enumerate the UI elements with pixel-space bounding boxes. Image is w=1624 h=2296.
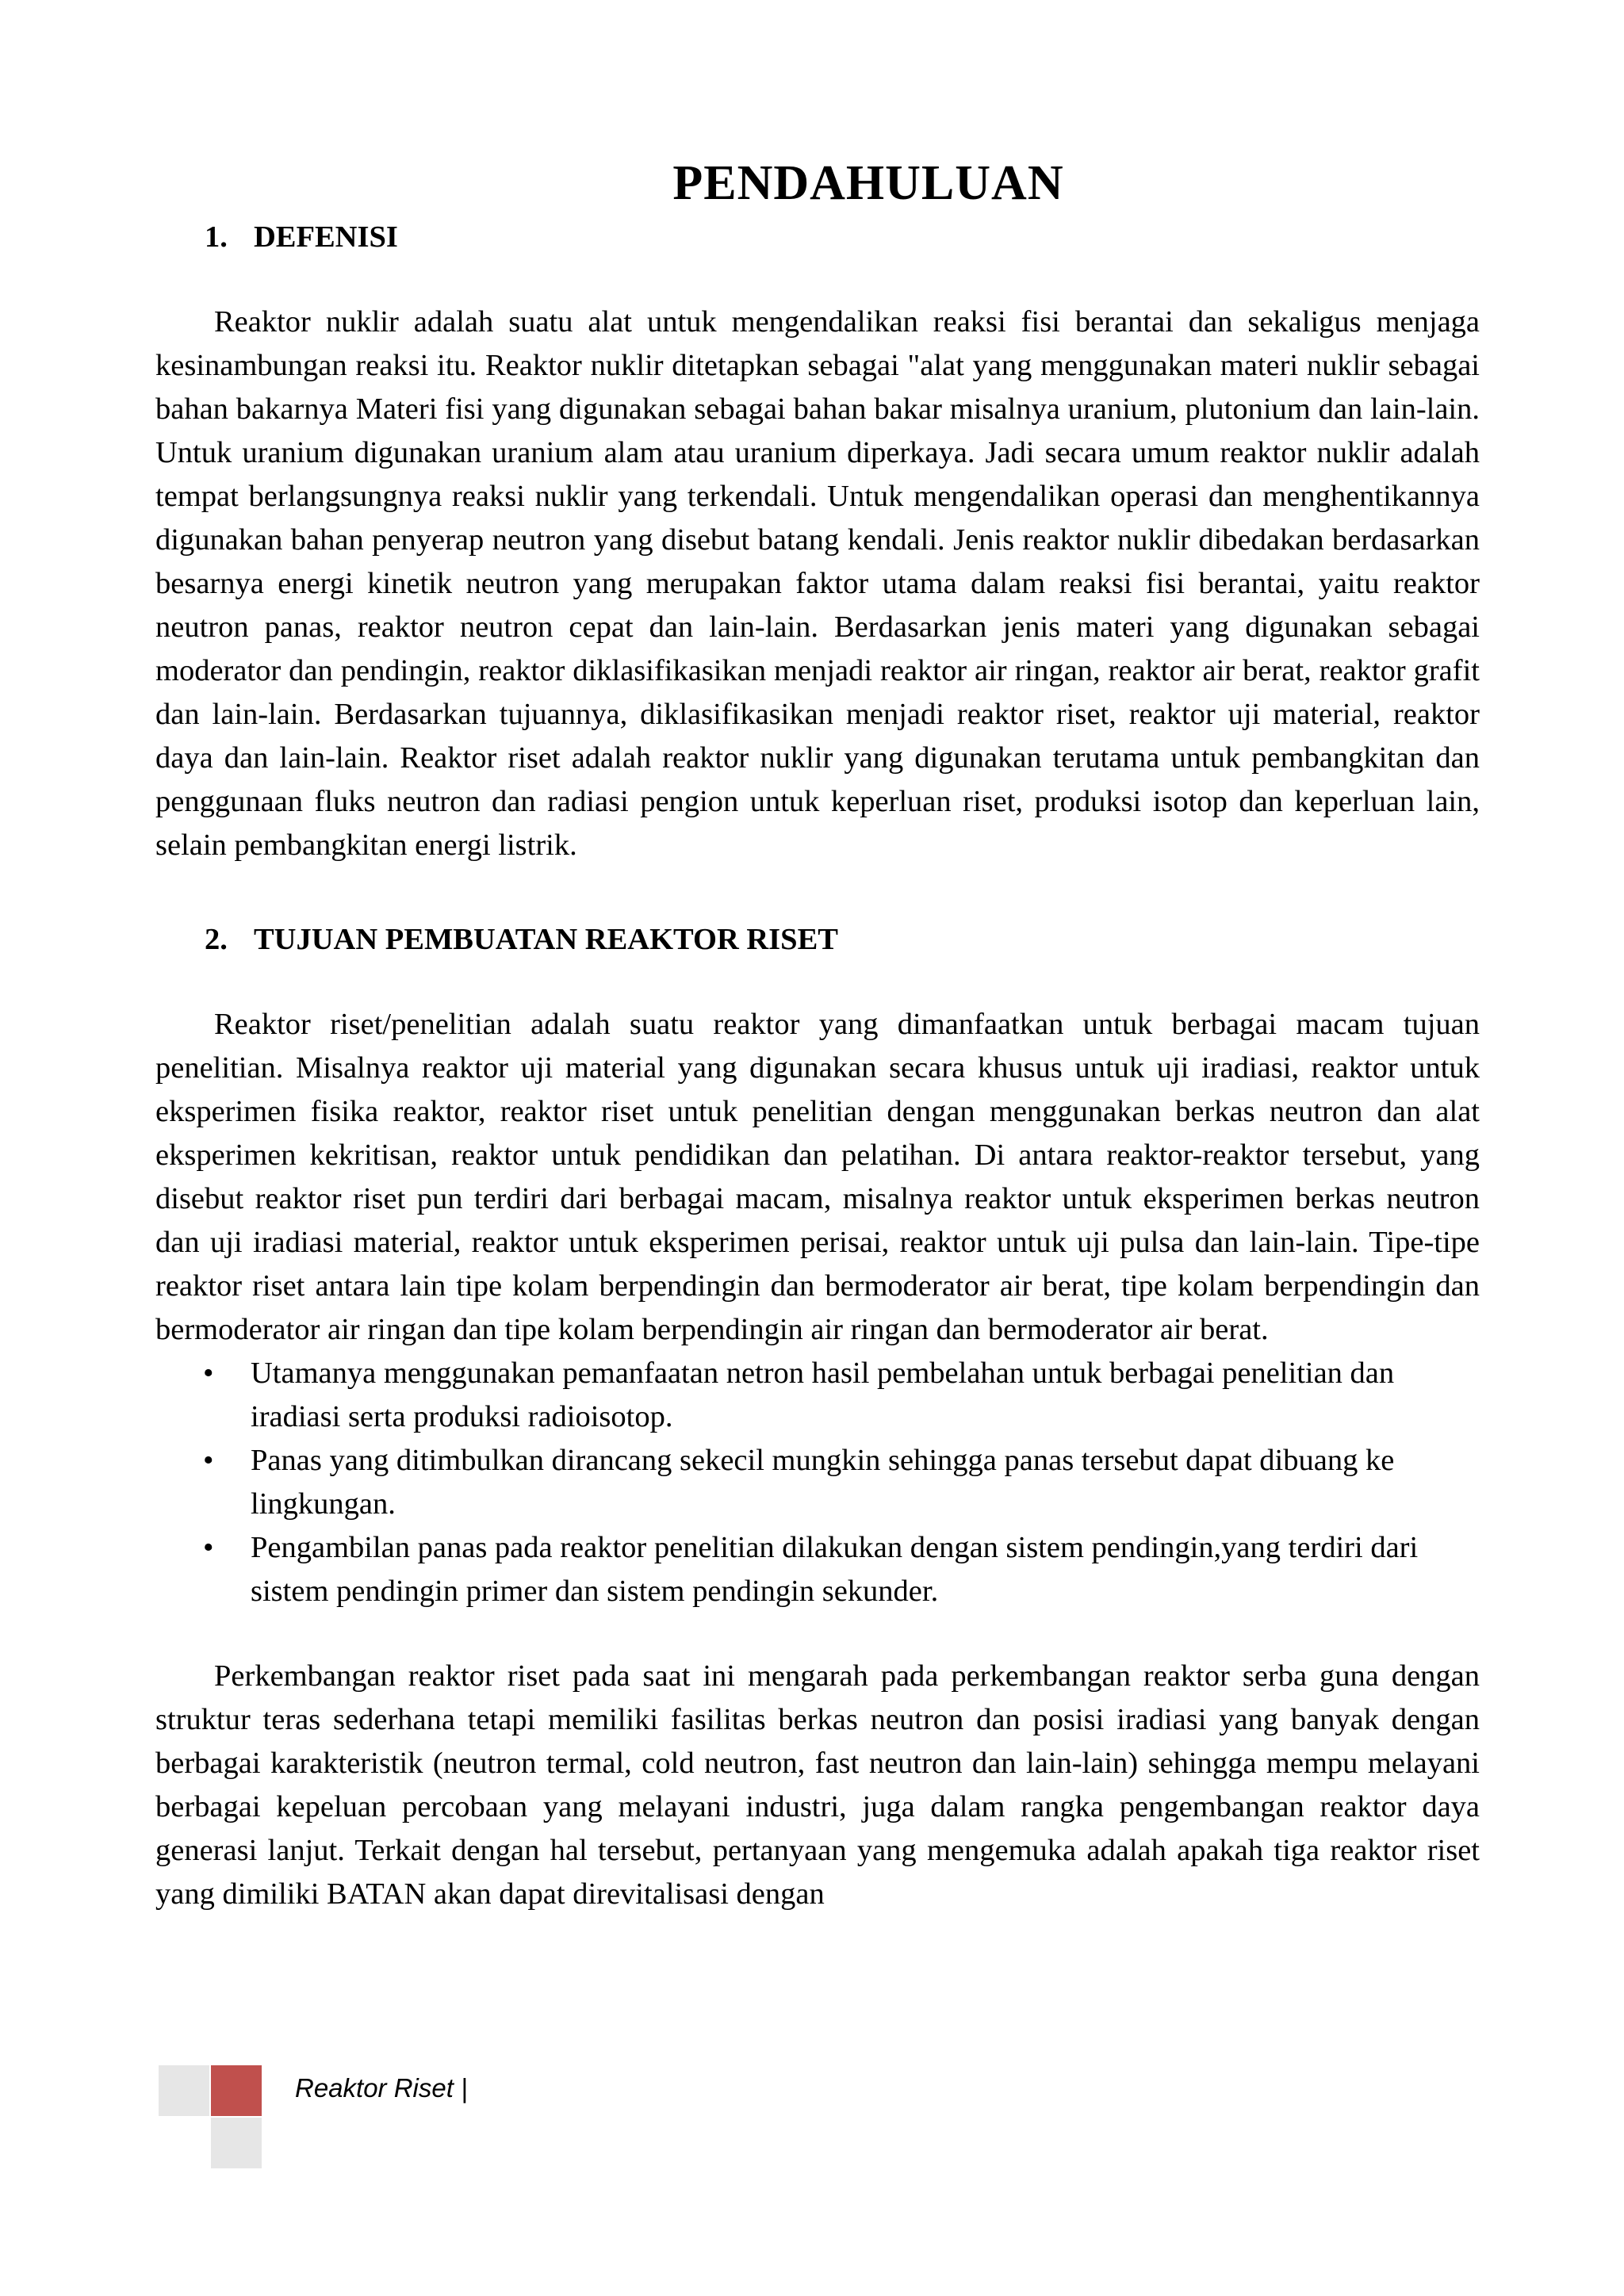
footer-label: Reaktor Riset | <box>295 2073 468 2103</box>
section-1-paragraph: Reaktor nuklir adalah suatu alat untuk mengendalikan reaksi fisi berantai dan sekaligus menjaga kesinambungan reaksi itu. Reaktor nuklir ditetapkan sebagai "alat yang menggunakan materi nuklir sebagai bahan bakarnya Materi fisi yang digunakan sebagai bahan bakar misalnya uranium, plutonium dan lain-lain. Untuk uranium digunakan uranium alam atau uranium diperkaya. Jadi secara umum reaktor nuklir adalah tempat berlangsungnya reaksi nuklir yang terkendali. Untuk mengendalikan operasi dan menghentikannya digunakan bahan penyerap neutron yang disebut batang kendali. Jenis reaktor nuklir dibedakan berdasarkan besarnya energi kinetik neutron yang merupakan faktor utama dalam reaksi fisi berantai, yaitu reaktor neutron panas, reaktor neutron cepat dan lain-lain. Berdasarkan jenis materi yang digunakan sebagai moderator dan pendingin, reaktor diklasifikasikan menjadi reaktor air ringan, reaktor air berat, reaktor grafit dan lain-lain. Berdasarkan tujuannya, diklasifikasikan menjadi reaktor riset, reaktor uji material, reaktor daya dan lain-lain. Reaktor riset adalah reaktor nuklir yang digunakan terutama untuk pembangkitan dan penggunaan fluks neutron dan radiasi pengion untuk keperluan riset, produksi isotop dan keperluan lain, selain pembangkitan energi listrik. <box>155 305 1480 862</box>
list-item-text: Utamanya menggunakan pemanfaatan netron hasil pembelahan untuk berbagai penelitian dan iradiasi serta produksi radioisotop. <box>251 1357 1395 1433</box>
section-2-title: TUJUAN PEMBUATAN REAKTOR RISET <box>254 923 838 956</box>
bullet-list <box>155 1352 1472 1613</box>
list-item <box>203 1526 1472 1613</box>
document-body <box>155 216 1480 1916</box>
section-1-number: 1. <box>205 220 228 254</box>
list-item-text: Panas yang ditimbulkan dirancang sekecil mungkin sehingga panas tersebut dapat dibuang ke lingkungan. <box>251 1444 1395 1521</box>
section-1-heading <box>155 216 1480 259</box>
footer-square-red-icon <box>211 2065 262 2116</box>
page-title: PENDAHULUAN <box>672 156 1064 210</box>
bullet-icon: • <box>203 1357 214 1390</box>
footer-square-gray-icon <box>159 2065 209 2116</box>
section-2-number: 2. <box>205 923 228 956</box>
list-item <box>203 1439 1472 1526</box>
list-item-text: Pengambilan panas pada reaktor penelitian dilakukan dengan sistem pendingin,yang terdiri dari sistem pendingin primer dan sistem pendingin sekunder. <box>251 1531 1419 1608</box>
bullet-icon: • <box>203 1444 214 1477</box>
section-1-title: DEFENISI <box>254 220 398 254</box>
footer-square-gray-icon <box>211 2118 262 2168</box>
section-2-heading <box>155 918 1480 962</box>
closing-paragraph: Perkembangan reaktor riset pada saat ini mengarah pada perkembangan reaktor serba guna dengan struktur teras sederhana tetapi memiliki fasilitas berkas neutron dan posisi iradiasi yang banyak dengan berbagai karakteristik (neutron termal, cold neutron, fast neutron dan lain-lain) sehingga mempu melayani berbagai kepeluan percobaan yang melayani industri, juga dalam rangka pengembangan reaktor daya generasi lanjut. Terkait dengan hal tersebut, pertanyaan yang mengemuka adalah apakah tiga reaktor riset yang dimiliki BATAN akan dapat direvitalisasi dengan <box>155 1659 1480 1911</box>
section-2-paragraph: Reaktor riset/penelitian adalah suatu reaktor yang dimanfaatkan untuk berbagai macam tujuan penelitian. Misalnya reaktor uji material yang digunakan secara khusus untuk uji iradiasi, reaktor untuk eksperimen fisika reaktor, reaktor riset untuk penelitian dengan menggunakan berkas neutron dan alat eksperimen kekritisan, reaktor untuk pendidikan dan pelatihan. Di antara reaktor-reaktor tersebut, yang disebut reaktor riset pun terdiri dari berbagai macam, misalnya reaktor untuk eksperimen berkas neutron dan uji iradiasi material, reaktor untuk eksperimen perisai, reaktor untuk uji pulsa dan lain-lain. Tipe-tipe reaktor riset antara lain tipe kolam berpendingin dan bermoderator air berat, tipe kolam berpendingin dan bermoderator air ringan dan tipe kolam berpendingin air ringan dan bermoderator air berat. <box>155 1008 1480 1346</box>
list-item <box>203 1352 1472 1439</box>
bullet-icon: • <box>203 1531 214 1564</box>
